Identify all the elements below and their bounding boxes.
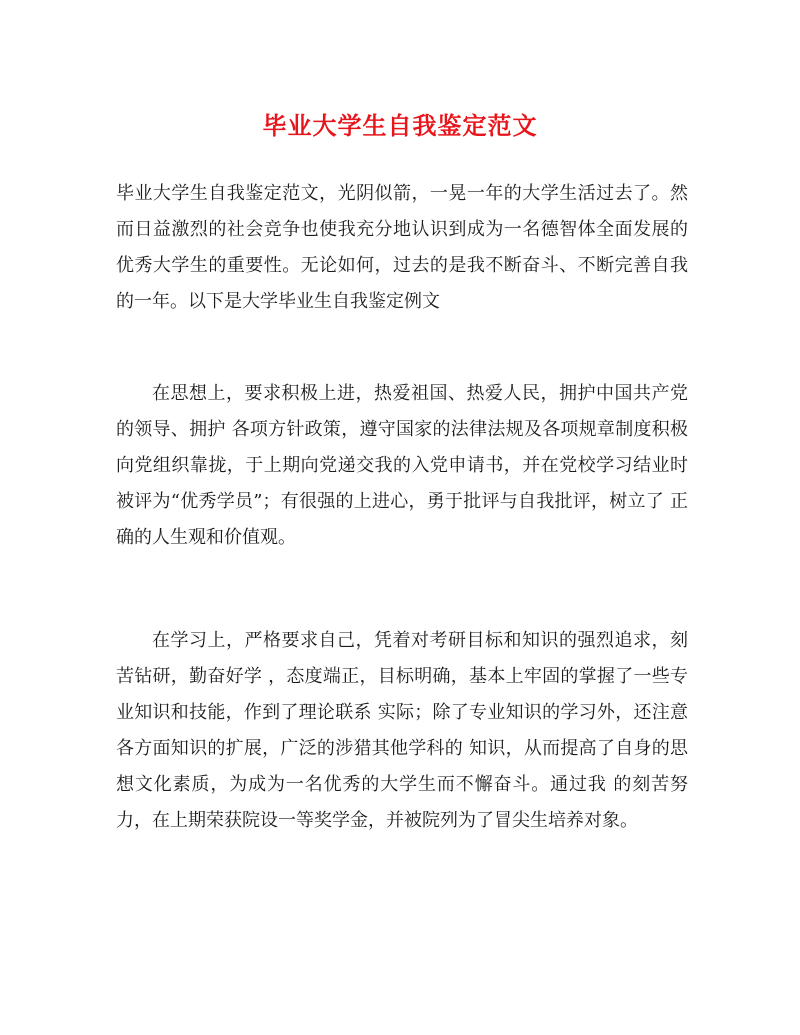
paragraph-intro: 毕业大学生自我鉴定范文，光阴似箭，一晃一年的大学生活过去了。然而日益激烈的社会竞争也使我充分地认识到成为一名德智体全面发展的优秀大学生的重要性。无论如何，过去的是我不断奋斗、不断完善自我的一年。以下是大学毕业生自我鉴定例文 [116, 183, 688, 312]
document-title: 毕业大学生自我鉴定范文 [262, 111, 538, 140]
paragraph-study: 在学习上，严格要求自己，凭着对考研目标和知识的强烈追求，刻苦钻研，勤奋好学 ，态度端正，目标明确，基本上牢固的掌握了一些专业知识和技能，作到了理论联系 实际；除了专业知识的学习外，还注意各方面知识的扩展，广泛的涉猎其他学科的 知识，从而提高了自身的思想文化素质，为成为一名优秀的大学生而不懈奋斗。通过我 的刻苦努力，在上期荣获院设一等奖学金，并被院列为了冒尖生培养对象。 [116, 630, 688, 831]
paragraph-ideology: 在思想上，要求积极上进，热爱祖国、热爱人民，拥护中国共产党的领导、拥护 各项方针政策，遵守国家的法律法规及各项规章制度积极向党组织靠拢，于上期向党递交我的入党申请书，并在党校学习结业时被评为“优秀学员”；有很强的上进心，勇于批评与自我批评，树立了 正确的人生观和价值观。 [116, 383, 688, 548]
